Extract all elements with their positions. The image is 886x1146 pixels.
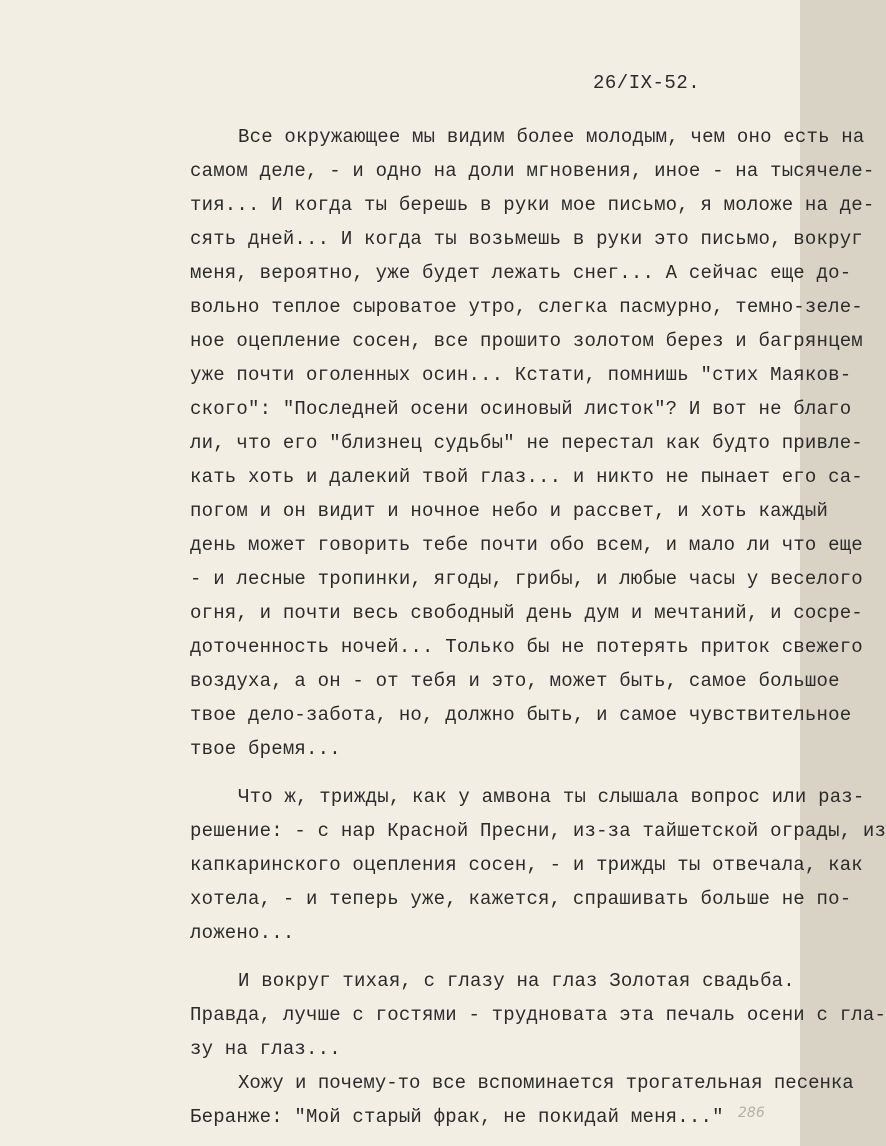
text-line: хотела, - и теперь уже, кажется, спрашивать больше не по-	[190, 888, 852, 910]
text-line: ского": "Последней осени осиновый листок"? И вот не благо	[190, 398, 852, 420]
text-line: - и лесные тропинки, ягоды, грибы, и любые часы у веселого	[190, 568, 863, 590]
text-line: Беранже: "Мой старый фрак, не покидай меня..."	[190, 1106, 724, 1128]
text-line: уже почти оголенных осин... Кстати, помнишь "стих Маяков-	[190, 364, 852, 386]
text-line: И вокруг тихая, с глазу на глаз Золотая свадьба.	[238, 970, 795, 992]
text-line: решение: - с нар Красной Пресни, из-за тайшетской ограды, из	[190, 820, 886, 842]
text-line: капкаринского оцепления сосен, - и трижды ты отвечала, как	[190, 854, 863, 876]
text-line: вольно теплое сыроватое утро, слегка пасмурно, темно-зеле-	[190, 296, 863, 318]
text-line: ли, что его "близнец судьбы" не перестал как будто привле-	[190, 432, 863, 454]
text-line: сять дней... И когда ты возьмешь в руки это письмо, вокруг	[190, 228, 863, 250]
text-line: доточенность ночей... Только бы не потерять приток свежего	[190, 636, 863, 658]
text-line: меня, вероятно, уже будет лежать снег... А сейчас еще до-	[190, 262, 852, 284]
text-line: Правда, лучше с гостями - трудновата эта печаль осени с гла-	[190, 1004, 886, 1026]
text-line: Все окружающее мы видим более молодым, чем оно есть на	[238, 126, 865, 148]
text-line: воздуха, а он - от тебя и это, может быть, самое большое	[190, 670, 840, 692]
text-line: огня, и почти весь свободный день дум и мечтаний, и сосре-	[190, 602, 863, 624]
text-line: твое дело-забота, но, должно быть, и самое чувствительное	[190, 704, 852, 726]
text-line: тия... И когда ты берешь в руки мое письмо, я моложе на де-	[190, 194, 875, 216]
text-line: Что ж, трижды, как у амвона ты слышала вопрос или раз-	[238, 786, 865, 808]
letter-date: 26/IX-52.	[593, 72, 701, 94]
text-line: самом деле, - и одно на доли мгновения, иное - на тысячеле-	[190, 160, 875, 182]
archive-page-number: 286	[738, 1105, 765, 1121]
text-line: день может говорить тебе почти обо всем, и мало ли что еще	[190, 534, 863, 556]
text-line: ложено...	[190, 922, 295, 944]
text-line: ное оцепление сосен, все прошито золотом берез и багрянцем	[190, 330, 863, 352]
text-line: твое бремя...	[190, 738, 341, 760]
text-line: кать хоть и далекий твой глаз... и никто не пынает его са-	[190, 466, 863, 488]
text-line: Хожу и почему-то все вспоминается трогательная песенка	[238, 1072, 854, 1094]
text-line: зу на глаз...	[190, 1038, 341, 1060]
text-line: погом и он видит и ночное небо и рассвет, и хоть каждый	[190, 500, 829, 522]
